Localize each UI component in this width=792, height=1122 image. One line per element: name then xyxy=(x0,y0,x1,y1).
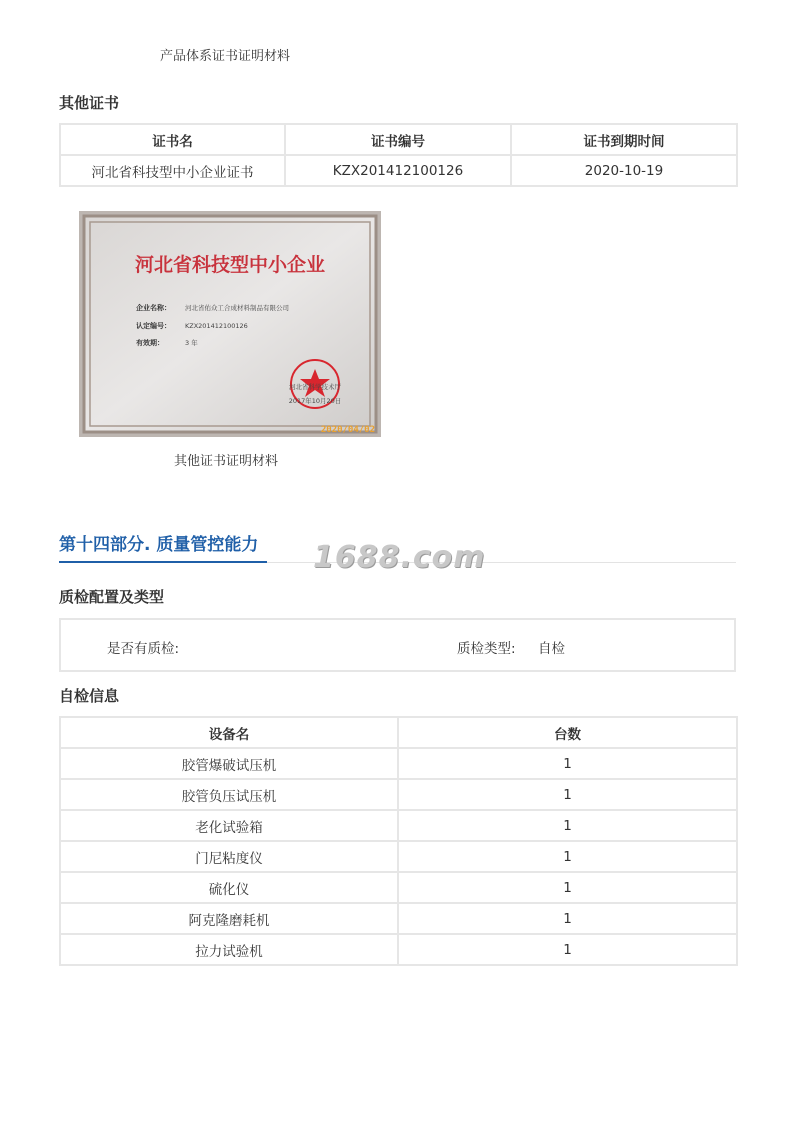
device-name-cell: 硫化仪 xyxy=(60,872,398,903)
device-quantity-cell: 1 xyxy=(398,841,737,872)
device-quantity-cell: 1 xyxy=(398,810,737,841)
device-quantity-cell: 1 xyxy=(398,748,737,779)
certificate-photo[interactable] xyxy=(79,211,381,437)
certificate-caption: 其他证书证明材料 xyxy=(174,454,279,469)
certificate-company-label: 企业名称： xyxy=(136,304,171,312)
table-row xyxy=(60,810,737,841)
other-certs-table xyxy=(59,123,738,187)
table-row xyxy=(60,155,737,186)
device-quantity-cell: 1 xyxy=(398,872,737,903)
other-certs-title: 其他证书 xyxy=(59,94,120,112)
device-name-cell: 胶管负压试压机 xyxy=(60,779,398,810)
photo-date-stamp: 2020/04/02 xyxy=(320,425,375,435)
table-row xyxy=(60,934,737,965)
table-header-row xyxy=(60,124,737,155)
cert-number-cell: KZX201412100126 xyxy=(285,155,511,186)
self-check-title: 自检信息 xyxy=(59,687,120,705)
certificate-heading: 河北省科技型中小企业 xyxy=(134,254,326,276)
device-name-cell: 门尼粘度仪 xyxy=(60,841,398,872)
has-qc-label: 是否有质检: xyxy=(107,641,180,657)
device-name-cell: 老化试验箱 xyxy=(60,810,398,841)
table-row xyxy=(60,903,737,934)
watermark-logo: 1688.com xyxy=(313,540,486,575)
cert-expiry-cell: 2020-10-19 xyxy=(511,155,737,186)
device-quantity-cell: 1 xyxy=(398,934,737,965)
certificate-validity-value: 3 年 xyxy=(185,339,198,347)
device-quantity-cell: 1 xyxy=(398,779,737,810)
qc-config-title: 质检配置及类型 xyxy=(59,588,165,606)
table-row xyxy=(60,748,737,779)
column-header-cert-expiry: 证书到期时间 xyxy=(511,124,737,155)
column-header-cert-name: 证书名 xyxy=(60,124,285,155)
table-row xyxy=(60,779,737,810)
qc-type-label: 质检类型: xyxy=(457,641,516,657)
device-name-cell: 拉力试验机 xyxy=(60,934,398,965)
qc-type-value: 自检 xyxy=(538,641,565,657)
column-header-cert-number: 证书编号 xyxy=(285,124,511,155)
top-caption: 产品体系证书证明材料 xyxy=(160,49,291,64)
certificate-company-value: 河北省佑众工合成材料制品有限公司 xyxy=(185,304,289,312)
part-heading-underline xyxy=(59,561,267,563)
certificate-number-label: 认定编号： xyxy=(136,322,171,330)
part-heading: 第十四部分. 质量管控能力 xyxy=(59,535,259,555)
cert-name-cell: 河北省科技型中小企业证书 xyxy=(60,155,285,186)
table-header-row xyxy=(60,717,737,748)
qc-config-box xyxy=(59,618,736,672)
table-row xyxy=(60,841,737,872)
certificate-issuer: 河北省科学技术厅 xyxy=(289,383,341,391)
certificate-validity-label: 有效期： xyxy=(136,339,164,347)
column-header-quantity: 台数 xyxy=(398,717,737,748)
self-check-table xyxy=(59,716,738,966)
device-quantity-cell: 1 xyxy=(398,903,737,934)
device-name-cell: 阿克隆磨耗机 xyxy=(60,903,398,934)
table-row xyxy=(60,872,737,903)
device-name-cell: 胶管爆破试压机 xyxy=(60,748,398,779)
certificate-number-value: KZX201412100126 xyxy=(185,322,248,330)
certificate-issue-date: 2017年10月20日 xyxy=(288,397,342,405)
column-header-device-name: 设备名 xyxy=(60,717,398,748)
